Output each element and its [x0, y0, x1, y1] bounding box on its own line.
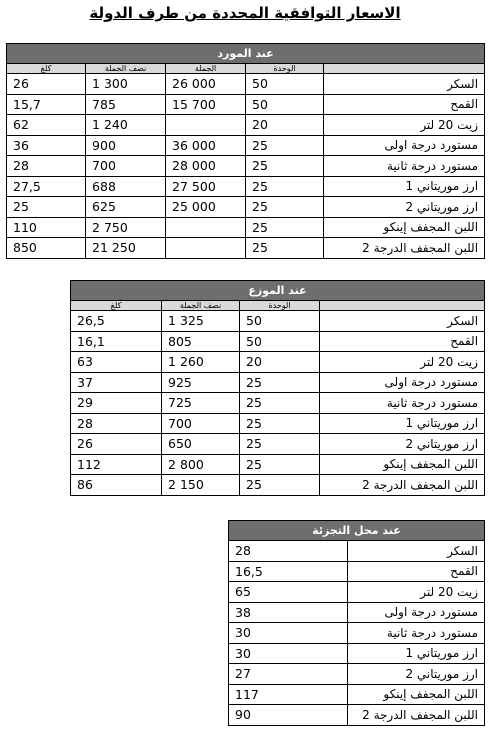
table-row — [229, 602, 485, 623]
price-cell: 28 — [229, 541, 348, 562]
table-row — [71, 434, 485, 455]
product-name-cell: ارز موريتاني 1 — [324, 176, 485, 197]
table-row — [229, 561, 485, 582]
price-cell: 30 — [229, 643, 348, 664]
price-cell: 36 000 — [166, 135, 246, 156]
price-cell: 650 — [162, 434, 240, 455]
column-header: كلغ — [71, 301, 162, 311]
price-cell: 688 — [86, 176, 166, 197]
product-name-cell: اللبن المجفف إينكو — [348, 684, 485, 705]
column-header — [320, 301, 485, 311]
price-cell: 37 — [71, 372, 162, 393]
price-cell: 25 — [240, 413, 320, 434]
price-cell: 50 — [240, 331, 320, 352]
price-cell: 25 — [240, 475, 320, 496]
table-row — [229, 664, 485, 685]
product-name-cell: ارز موريتاني 2 — [324, 197, 485, 218]
price-cell: 27 500 — [166, 176, 246, 197]
column-headers — [7, 64, 485, 74]
distributor-price-table — [70, 280, 485, 496]
price-cell: 50 — [240, 311, 320, 332]
table-row — [229, 541, 485, 562]
price-cell: 15 700 — [166, 94, 246, 115]
page-title-text: الاسعار التوافقية المحددة من طرف الدولة — [89, 4, 401, 22]
product-name-cell: السكر — [324, 74, 485, 95]
price-cell: 25 — [246, 197, 324, 218]
product-name-cell: اللبن المجفف الدرجة 2 — [320, 475, 485, 496]
price-cell: 117 — [229, 684, 348, 705]
price-cell: 900 — [86, 135, 166, 156]
price-cell: 1 240 — [86, 115, 166, 136]
product-name-cell: ارز موريتاني 2 — [320, 434, 485, 455]
price-cell: 28 — [7, 156, 86, 177]
price-cell: 785 — [86, 94, 166, 115]
price-cell: 25 — [240, 372, 320, 393]
price-cell — [166, 238, 246, 259]
product-name-cell: ارز موريتاني 1 — [320, 413, 485, 434]
price-cell: 700 — [86, 156, 166, 177]
price-cell: 2 150 — [162, 475, 240, 496]
table-row — [71, 352, 485, 373]
price-cell: 36 — [7, 135, 86, 156]
price-cell: 1 260 — [162, 352, 240, 373]
price-cell: 25 — [246, 217, 324, 238]
table-row — [71, 372, 485, 393]
table-row — [71, 331, 485, 352]
column-header: نصف الجملة — [86, 64, 166, 74]
price-cell: 625 — [86, 197, 166, 218]
price-cell: 28 000 — [166, 156, 246, 177]
price-cell: 725 — [162, 393, 240, 414]
table-row — [7, 176, 485, 197]
price-cell: 30 — [229, 623, 348, 644]
price-cell: 16,1 — [71, 331, 162, 352]
price-cell: 700 — [162, 413, 240, 434]
price-cell: 20 — [240, 352, 320, 373]
table-row — [7, 115, 485, 136]
product-name-cell: مستورد درجة ثانية — [320, 393, 485, 414]
price-cell: 1 325 — [162, 311, 240, 332]
price-cell: 25 — [246, 156, 324, 177]
column-header: كلغ — [7, 64, 86, 74]
price-cell: 63 — [71, 352, 162, 373]
price-cell: 25 000 — [166, 197, 246, 218]
product-name-cell: مستورد درجة اولى — [324, 135, 485, 156]
table-row — [7, 156, 485, 177]
product-name-cell: زيت 20 لتر — [320, 352, 485, 373]
table-row — [7, 217, 485, 238]
price-cell: 26 — [7, 74, 86, 95]
price-cell: 86 — [71, 475, 162, 496]
section-title: عند المورد — [7, 44, 485, 64]
product-name-cell: ارز موريتاني 1 — [348, 643, 485, 664]
price-cell: 27 — [229, 664, 348, 685]
product-name-cell: القمح — [348, 561, 485, 582]
column-headers — [71, 301, 485, 311]
price-cell: 62 — [7, 115, 86, 136]
supplier-price-table — [6, 43, 485, 259]
table-row — [71, 393, 485, 414]
table-row — [229, 582, 485, 603]
product-name-cell: زيت 20 لتر — [348, 582, 485, 603]
table-row — [7, 74, 485, 95]
price-cell: 25 — [240, 434, 320, 455]
retail-price-table — [228, 520, 485, 726]
price-cell: 90 — [229, 705, 348, 726]
price-cell: 20 — [246, 115, 324, 136]
table-row — [229, 705, 485, 726]
column-header — [324, 64, 485, 74]
table-row — [7, 238, 485, 259]
table-row — [7, 94, 485, 115]
price-cell: 112 — [71, 454, 162, 475]
table-row — [7, 135, 485, 156]
price-cell: 50 — [246, 74, 324, 95]
table-row — [71, 475, 485, 496]
table-row — [71, 311, 485, 332]
column-header: الوحدة — [240, 301, 320, 311]
price-cell: 26 — [71, 434, 162, 455]
product-name-cell: ارز موريتاني 2 — [348, 664, 485, 685]
product-name-cell: القمح — [320, 331, 485, 352]
table-row — [229, 623, 485, 644]
price-cell: 65 — [229, 582, 348, 603]
table-row — [71, 454, 485, 475]
price-cell — [166, 217, 246, 238]
product-name-cell: اللبن المجفف الدرجة 2 — [324, 238, 485, 259]
table-row — [229, 643, 485, 664]
price-cell: 28 — [71, 413, 162, 434]
price-cell: 2 800 — [162, 454, 240, 475]
section-title: عند الموزع — [71, 281, 485, 301]
table-row — [7, 197, 485, 218]
price-cell: 38 — [229, 602, 348, 623]
price-cell: 25 — [246, 238, 324, 259]
product-name-cell: مستورد درجة ثانية — [348, 623, 485, 644]
price-cell: 110 — [7, 217, 86, 238]
product-name-cell: اللبن المجفف إينكو — [320, 454, 485, 475]
column-header: الجملة — [166, 64, 246, 74]
price-cell: 1 300 — [86, 74, 166, 95]
column-header: الوحدة — [246, 64, 324, 74]
price-cell: 25 — [240, 393, 320, 414]
price-cell: 25 — [246, 176, 324, 197]
price-cell: 15,7 — [7, 94, 86, 115]
product-name-cell: السكر — [320, 311, 485, 332]
product-name-cell: مستورد درجة اولى — [320, 372, 485, 393]
product-name-cell: اللبن المجفف إينكو — [324, 217, 485, 238]
product-name-cell: مستورد درجة ثانية — [324, 156, 485, 177]
column-header: نصف الجملة — [162, 301, 240, 311]
section-title: عند محل التجزئة — [229, 521, 485, 541]
price-cell: 26,5 — [71, 311, 162, 332]
price-cell: 50 — [246, 94, 324, 115]
price-cell: 2 750 — [86, 217, 166, 238]
price-cell: 25 — [246, 135, 324, 156]
product-name-cell: القمح — [324, 94, 485, 115]
price-cell: 27,5 — [7, 176, 86, 197]
product-name-cell: اللبن المجفف الدرجة 2 — [348, 705, 485, 726]
page-title — [0, 4, 490, 22]
price-cell: 805 — [162, 331, 240, 352]
table-row — [71, 413, 485, 434]
price-cell: 925 — [162, 372, 240, 393]
product-name-cell: مستورد درجة اولى — [348, 602, 485, 623]
price-cell: 26 000 — [166, 74, 246, 95]
price-cell: 29 — [71, 393, 162, 414]
table-row — [229, 684, 485, 705]
price-cell: 25 — [7, 197, 86, 218]
price-cell — [166, 115, 246, 136]
price-cell: 21 250 — [86, 238, 166, 259]
price-cell: 25 — [240, 454, 320, 475]
product-name-cell: السكر — [348, 541, 485, 562]
product-name-cell: زيت 20 لتر — [324, 115, 485, 136]
price-cell: 850 — [7, 238, 86, 259]
price-cell: 16,5 — [229, 561, 348, 582]
